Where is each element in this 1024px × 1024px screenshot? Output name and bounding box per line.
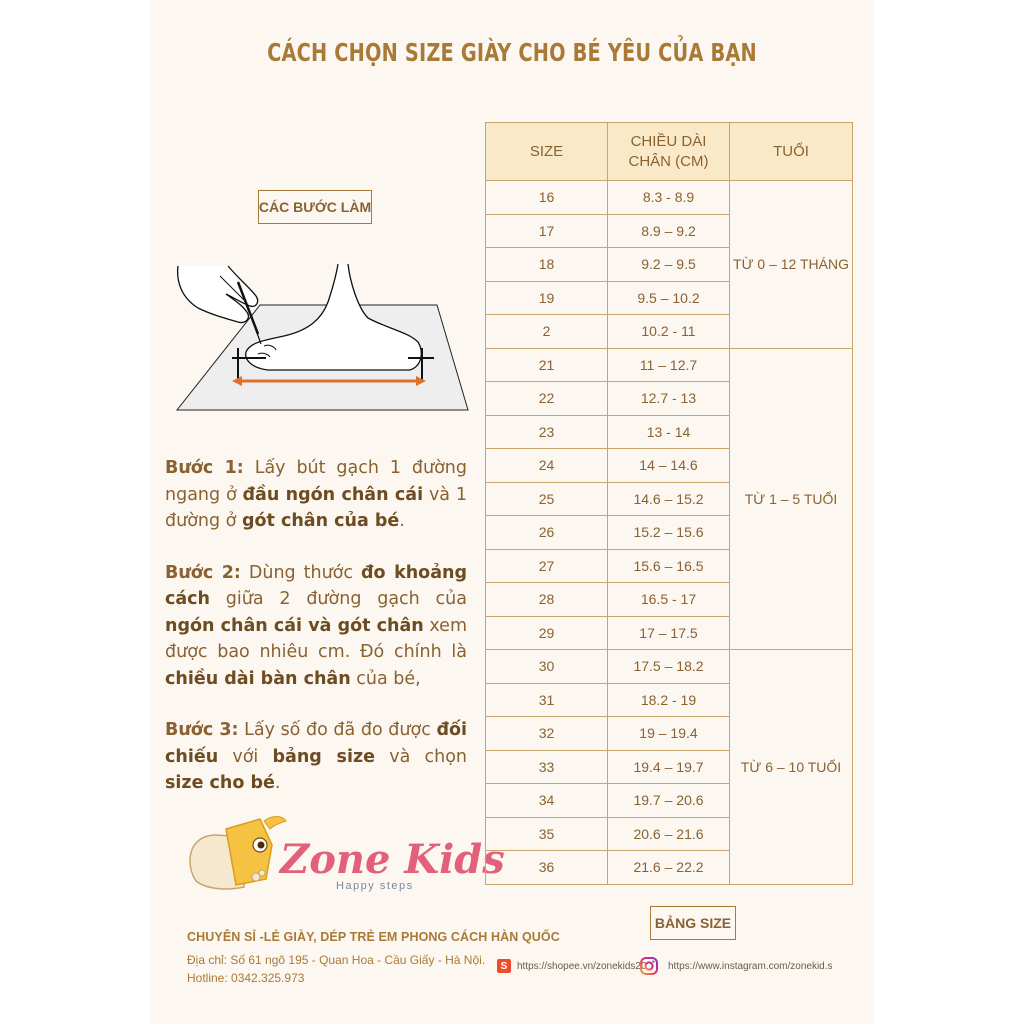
size-cell: 26 [486,516,608,550]
header-foot-length: CHIỀU DÀI CHÂN (CM) [608,123,730,181]
size-table-label: BẢNG SIZE [650,906,736,940]
page-title: CÁCH CHỌN SIZE GIÀY CHO BÉ YÊU CỦA BẠN [267,38,757,67]
size-cell: 25 [486,482,608,516]
size-cell: 2 [486,315,608,349]
length-cell: 19.7 – 20.6 [608,784,730,818]
size-cell: 29 [486,616,608,650]
length-cell: 9.5 – 10.2 [608,281,730,315]
size-cell: 32 [486,717,608,751]
foot-measure-illustration [172,262,472,412]
age-group-cell: TỪ 6 – 10 TUỔI [730,650,853,885]
table-row [486,181,853,215]
size-cell: 19 [486,281,608,315]
step-3: Bước 3: Lấy số đo đã đo được đối chiếu với bảng size và chọn size cho bé. [165,720,467,793]
length-cell: 8.9 – 9.2 [608,214,730,248]
size-cell: 24 [486,449,608,483]
header-age: TUỔI [730,123,853,181]
length-cell: 12.7 - 13 [608,382,730,416]
shopee-link[interactable] [497,956,647,976]
length-cell: 15.2 – 15.6 [608,516,730,550]
length-cell: 17.5 – 18.2 [608,650,730,684]
size-cell: 18 [486,248,608,282]
size-cell: 23 [486,415,608,449]
length-cell: 14.6 – 15.2 [608,482,730,516]
logo-tagline: Happy steps [336,880,414,892]
steps-instructions [165,455,467,822]
footer-headline: CHUYÊN SỈ -LẺ GIÀY, DÉP TRẺ EM PHONG CÁCH HÀN QUỐC [187,930,560,944]
length-cell: 18.2 - 19 [608,683,730,717]
size-cell: 28 [486,583,608,617]
shopee-icon: S [497,959,511,973]
size-cell: 21 [486,348,608,382]
table-row [486,348,853,382]
size-table [485,122,853,885]
instagram-link[interactable] [640,956,833,976]
size-cell: 34 [486,784,608,818]
age-group-cell: TỪ 1 – 5 TUỔI [730,348,853,650]
length-cell: 16.5 - 17 [608,583,730,617]
size-cell: 35 [486,817,608,851]
size-cell: 22 [486,382,608,416]
size-cell: 33 [486,750,608,784]
size-cell: 31 [486,683,608,717]
size-cell: 16 [486,181,608,215]
step-1: Bước 1: Lấy bút gạch 1 đường ngang ở đầu ngón chân cái và 1 đường ở gót chân của bé. [165,458,467,531]
length-cell: 14 – 14.6 [608,449,730,483]
length-cell: 20.6 – 21.6 [608,817,730,851]
step-2: Bước 2: Dùng thước đo khoảng cách giữa 2 đường gạch của ngón chân cái và gót chân xem được bao nhiêu cm. Đó chính là chiều dài bàn chân của bé, [165,562,467,689]
footer-hotline: Hotline: 0342.325.973 [187,971,305,985]
length-cell: 9.2 – 9.5 [608,248,730,282]
logo-text: Zone Kids [280,836,505,883]
length-cell: 10.2 - 11 [608,315,730,349]
length-cell: 15.6 – 16.5 [608,549,730,583]
size-cell: 36 [486,851,608,885]
size-table-header [486,123,853,181]
footer-address: Địa chỉ: Số 61 ngõ 195 - Quan Hoa - Cầu Giấy - Hà Nội. [187,953,486,967]
length-cell: 17 – 17.5 [608,616,730,650]
shopee-url: https://shopee.vn/zonekids20 [517,960,647,972]
size-cell: 30 [486,650,608,684]
length-cell: 19.4 – 19.7 [608,750,730,784]
steps-label: CÁC BƯỚC LÀM [258,190,372,224]
length-cell: 19 – 19.4 [608,717,730,751]
length-cell: 13 - 14 [608,415,730,449]
age-group-cell: TỪ 0 – 12 THÁNG [730,181,853,349]
length-cell: 21.6 – 22.2 [608,851,730,885]
length-cell: 11 – 12.7 [608,348,730,382]
header-size: SIZE [486,123,608,181]
size-cell: 17 [486,214,608,248]
length-cell: 8.3 - 8.9 [608,181,730,215]
instagram-icon [640,957,658,975]
zone-kids-logo [186,815,505,895]
instagram-url: https://www.instagram.com/zonekid.s [668,960,833,972]
table-row [486,650,853,684]
size-cell: 27 [486,549,608,583]
